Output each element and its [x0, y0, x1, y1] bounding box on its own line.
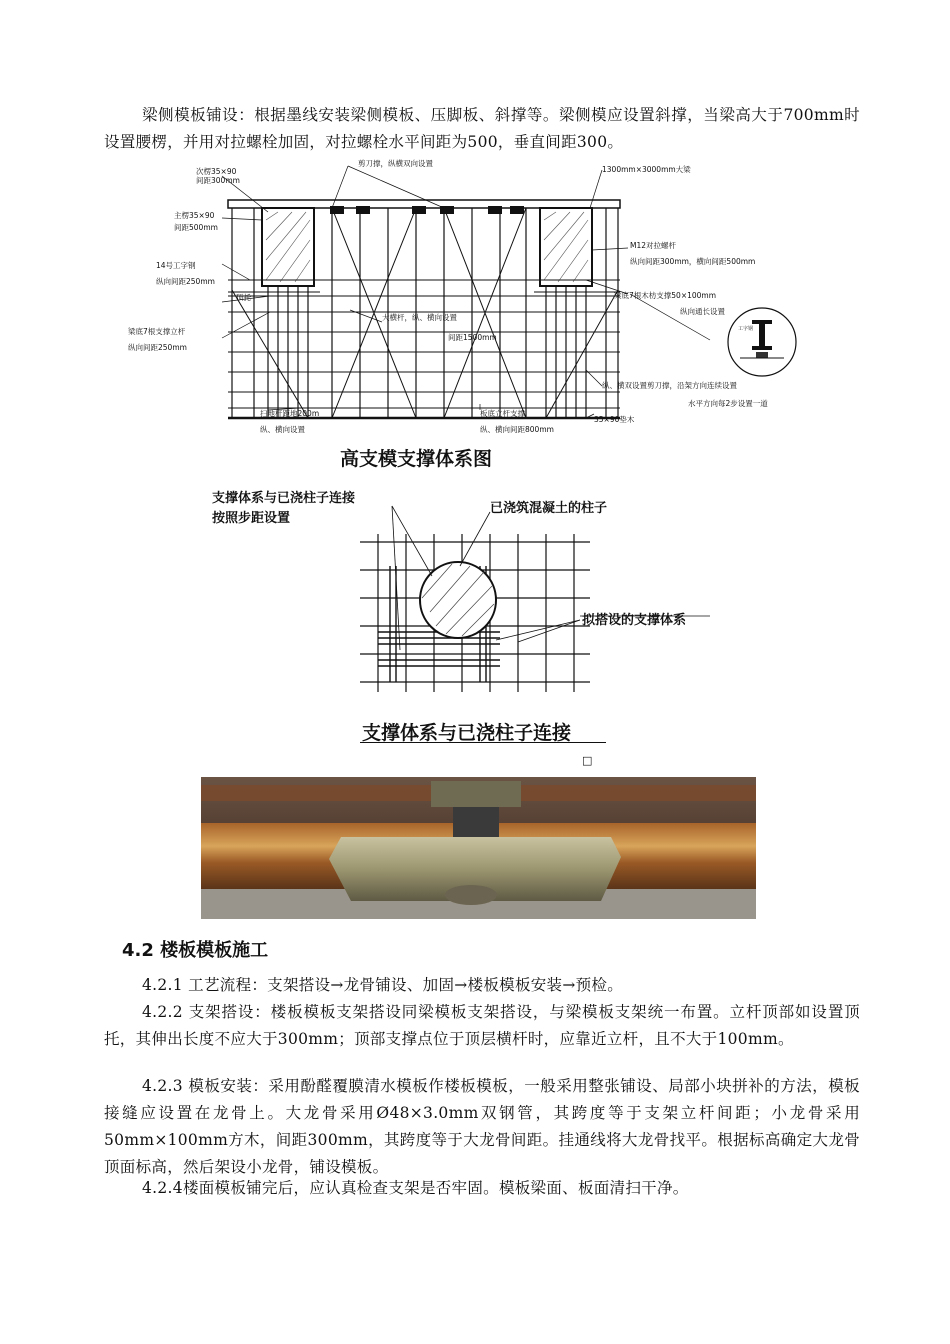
label-main-joist: 主楞35×90	[174, 211, 215, 220]
caption-underline	[360, 742, 606, 743]
paragraph-4-2-1: 4.2.1 工艺流程：支架搭设→龙骨铺设、加固→楼板模板安装→预检。	[142, 976, 624, 994]
label-sweep-rod-direction: 纵、横向设置	[260, 425, 305, 434]
figure1-caption: 高支模支撑体系图	[340, 448, 493, 470]
label-sweep-rod: 扫地杆距地200m	[260, 409, 320, 418]
label-base-timber: 35×90垫木	[594, 415, 635, 424]
label-cast-column: 已浇筑混凝土的柱子	[490, 501, 608, 516]
clamp-photo	[201, 777, 756, 919]
label-tie-bolt-spacing: 纵向间距300mm，横向间距500mm	[630, 257, 756, 266]
label-detail-i-beam: 工字钢	[738, 326, 754, 332]
paragraph-4-2-2: 4.2.2 支架搭设：楼板模板支架搭设同梁模板支架搭设，与梁模板支架统一布置。立杆顶部如设置顶托，其伸出长度不应大于300mm；顶部支撑点位于顶层横杆时，应靠近立杆，且不大于100mm。	[104, 1003, 860, 1048]
label-ledger-spacing: 间距1500mm	[448, 333, 497, 342]
section-heading: 4.2 楼板模板施工	[122, 940, 269, 961]
label-connection-step: 按照步距设置	[212, 511, 291, 526]
figure2-caption: 支撑体系与已浇柱子连接	[362, 722, 572, 744]
label-planned-support: 拟搭设的支撑体系	[582, 613, 687, 628]
label-secondary-joist-spacing: 间距300mm	[196, 176, 240, 185]
label-large-beam: 1300mm×3000mm大梁	[602, 165, 691, 174]
paragraph-4-2-3: 4.2.3 模板安装：采用酚醛覆膜清水模板作楼板模板，一般采用整张铺设、局部小块拼补的方法，模板接缝应设置在龙骨上。大龙骨采用Ø48×3.0mm双钢管，其跨度等于支架立杆间距；小龙骨采用50mm×100mm方木，间距300mm，其跨度等于大龙骨间距。挂通线将大龙骨找平。根据标高确定大龙骨顶面标高，然后架设小龙骨，铺设模板。	[104, 1077, 860, 1176]
intro-paragraph: 梁侧模板铺设：根据墨线安装梁侧模板、压脚板、斜撑等。梁侧模应设置斜撑，当梁高大于700mm时设置腰楞，并用对拉螺栓加固，对拉螺栓水平间距为500，垂直间距300。	[104, 106, 860, 151]
label-i-beam-spacing: 纵向间距250mm	[156, 277, 215, 286]
column-connection-diagram	[200, 482, 720, 712]
label-main-joist-spacing: 间距500mm	[174, 223, 218, 232]
support-system-diagram	[128, 159, 810, 440]
label-timber-support-continuous: 纵向通长设置	[680, 307, 725, 316]
label-timber-support: 梁底7根木枋支撑50×100mm	[614, 291, 717, 300]
label-connection: 支撑体系与已浇柱子连接	[212, 491, 356, 506]
label-beam-bottom-poles: 梁底7根支撑立杆	[128, 327, 186, 336]
label-jacking-head: 顶托	[236, 293, 251, 302]
label-slab-pole-spacing: 纵、横向间距800mm	[480, 425, 554, 434]
label-tie-bolt: M12对拉螺杆	[630, 241, 677, 250]
label-ledger: 大横杆，纵、横向设置	[382, 313, 457, 322]
label-secondary-joist: 次楞35×90	[196, 167, 237, 176]
paragraph-4-2-4: 4.2.4楼面模板铺完后，应认真检查支架是否牢固。模板梁面、板面清扫干净。	[142, 1179, 689, 1197]
label-scissor-brace-horizontal: 水平方向每2步设置一道	[688, 399, 768, 408]
small-square-mark: □	[582, 754, 593, 767]
label-scissor-brace: 剪刀撑，纵横双向设置	[358, 159, 433, 168]
label-slab-pole: 板底立杆支撑	[480, 409, 525, 418]
label-scissor-brace-both: 纵、横双设置剪刀撑，沿架方向连续设置	[602, 381, 737, 390]
label-beam-bottom-poles-spacing: 纵向间距250mm	[128, 343, 187, 352]
label-i-beam: 14号工字钢	[156, 261, 196, 270]
